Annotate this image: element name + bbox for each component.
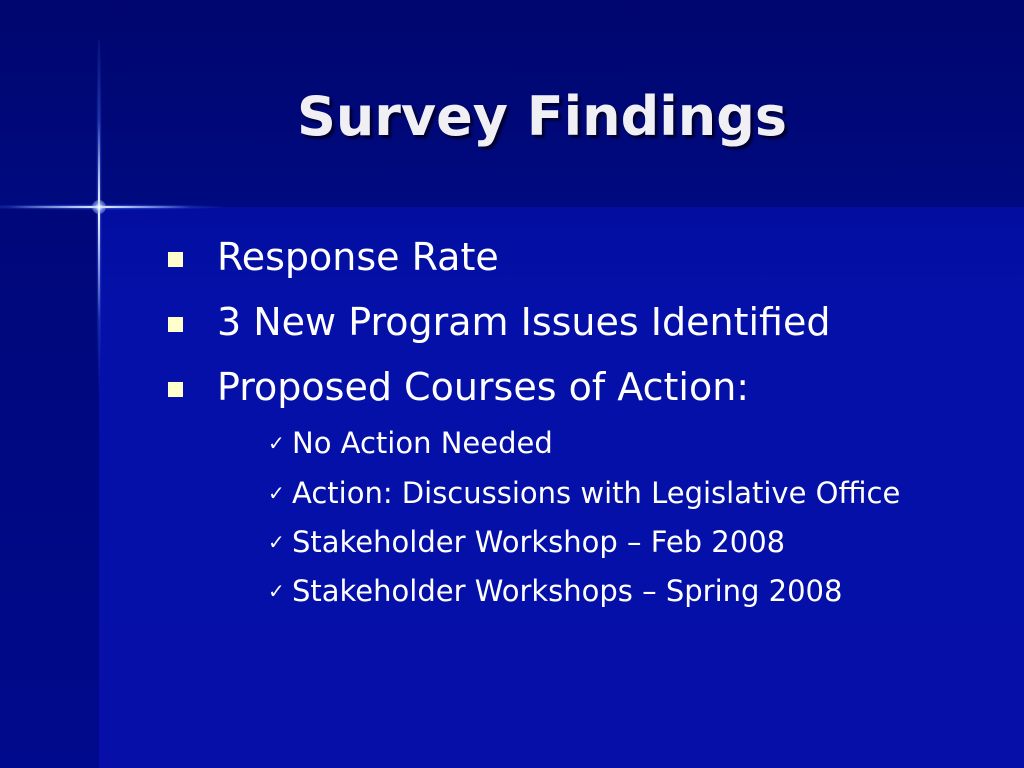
checkmark-icon: ✓ xyxy=(268,579,285,603)
bullet-response-rate: Response Rate xyxy=(217,235,499,279)
left-band xyxy=(0,207,99,768)
sparkle-star-icon xyxy=(92,200,106,214)
bullet-new-program-issues: 3 New Program Issues Identified xyxy=(217,300,831,344)
sub-bullet-workshops-spring: Stakeholder Workshops – Spring 2008 xyxy=(292,574,843,608)
square-bullet-icon xyxy=(168,317,183,332)
square-bullet-icon xyxy=(168,252,183,267)
square-bullet-icon xyxy=(168,382,183,397)
checkmark-icon: ✓ xyxy=(268,530,285,554)
checkmark-icon: ✓ xyxy=(268,431,285,455)
sub-bullet-workshop-feb: Stakeholder Workshop – Feb 2008 xyxy=(292,525,786,559)
checkmark-icon: ✓ xyxy=(268,481,285,505)
sub-bullet-no-action: No Action Needed xyxy=(292,426,553,460)
bullet-proposed-courses: Proposed Courses of Action: xyxy=(217,365,750,409)
sub-bullet-legislative-office: Action: Discussions with Legislative Office xyxy=(292,476,901,510)
slide-title: Survey Findings xyxy=(296,85,788,148)
